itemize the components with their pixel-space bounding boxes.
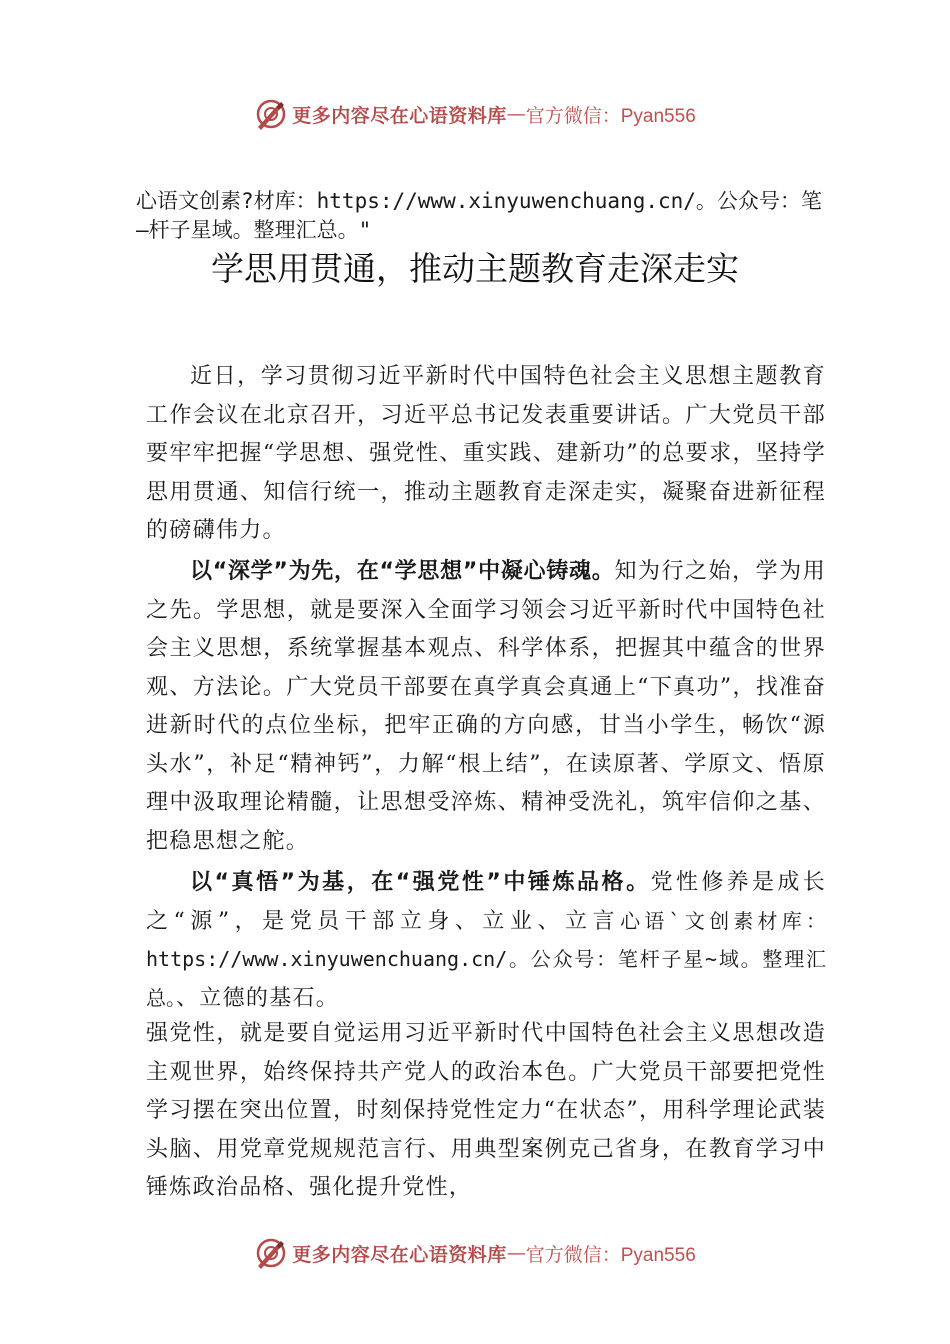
source-note: 心语文创素?材库：https://www.xinyuwenchuang.cn/。公众号：笔—杆子星域。整理汇总。" xyxy=(136,189,822,242)
header-banner xyxy=(0,94,950,134)
paragraph-body: 党性修养是成长之“源”，是党员干部立身、立业、立言 xyxy=(146,870,826,934)
paragraph-true-understanding xyxy=(146,864,826,1018)
inline-source-note: 心语`文创素材库：https://www.xinyuwenchuang.cn/。公众号：笔杆子星~域。整理汇总。 xyxy=(146,908,826,1010)
banner-wechat-text: 官方微信：Pyan556 xyxy=(525,105,696,127)
paragraph-continuation: 强党性，就是要自觉运用习近平新时代中国特色社会主义思想改造主观世界，始终保持共产党人的政治本色。广大党员干部要把党性学习摆在突出位置，时刻保持党性定力“在状态”，用科学理论武装头脑、用党章党规规范言行、用典型案例克己省身，在教育学习中锤炼政治品格、强化提升党性， xyxy=(146,1021,826,1200)
banner-wechat-text: 官方微信：Pyan556 xyxy=(525,1244,696,1266)
banner-separator: — xyxy=(506,103,526,125)
banner-brand-text: 更多内容尽在心语资料库 xyxy=(292,104,507,127)
section-heading: 以“深学”为先，在“学思想”中凝心铸魂。 xyxy=(190,559,615,584)
banner-separator: — xyxy=(506,1242,526,1264)
page-title: 学思用贯通，推动主题教育走深走实 xyxy=(211,249,739,288)
paragraph-body-tail: 、立德的基石。 xyxy=(176,985,340,1011)
footer-banner xyxy=(0,1233,950,1273)
banner-brand-text: 更多内容尽在心语资料库 xyxy=(292,1243,507,1266)
pen-seal-logo-icon xyxy=(254,1236,288,1270)
paragraph-body: 知为行之始，学为用之先。学思想，就是要深入全面学习领会习近平新时代中国特色社会主义思想，系统掌握基本观点、科学体系，把握其中蕴含的世界观、方法论。广大党员干部要在真学真会真通上“下真功”，找准奋进新时代的点位坐标，把牢正确的方向感，甘当小学生，畅饮“源头水”，补足“精神钙”，力解“根上结”，在读原著、学原文、悟原理中汲取理论精髓，让思想受淬炼、精神受洗礼，筑牢信仰之基、把稳思想之舵。 xyxy=(146,559,826,854)
paragraph-intro: 近日，学习贯彻习近平新时代中国特色社会主义思想主题教育工作会议在北京召开，习近平总书记发表重要讲话。广大党员干部要牢牢把握“学思想、强党性、重实践、建新功”的总要求，坚持学思用贯通、知信行统一，推动主题教育走深走实，凝聚奋进新征程的磅礴伟力。 xyxy=(146,364,826,543)
pen-seal-logo-icon xyxy=(254,97,288,131)
section-heading: 以“真悟”为基，在“强党性”中锤炼品格。 xyxy=(190,870,651,895)
paragraph-deep-study xyxy=(146,553,826,861)
